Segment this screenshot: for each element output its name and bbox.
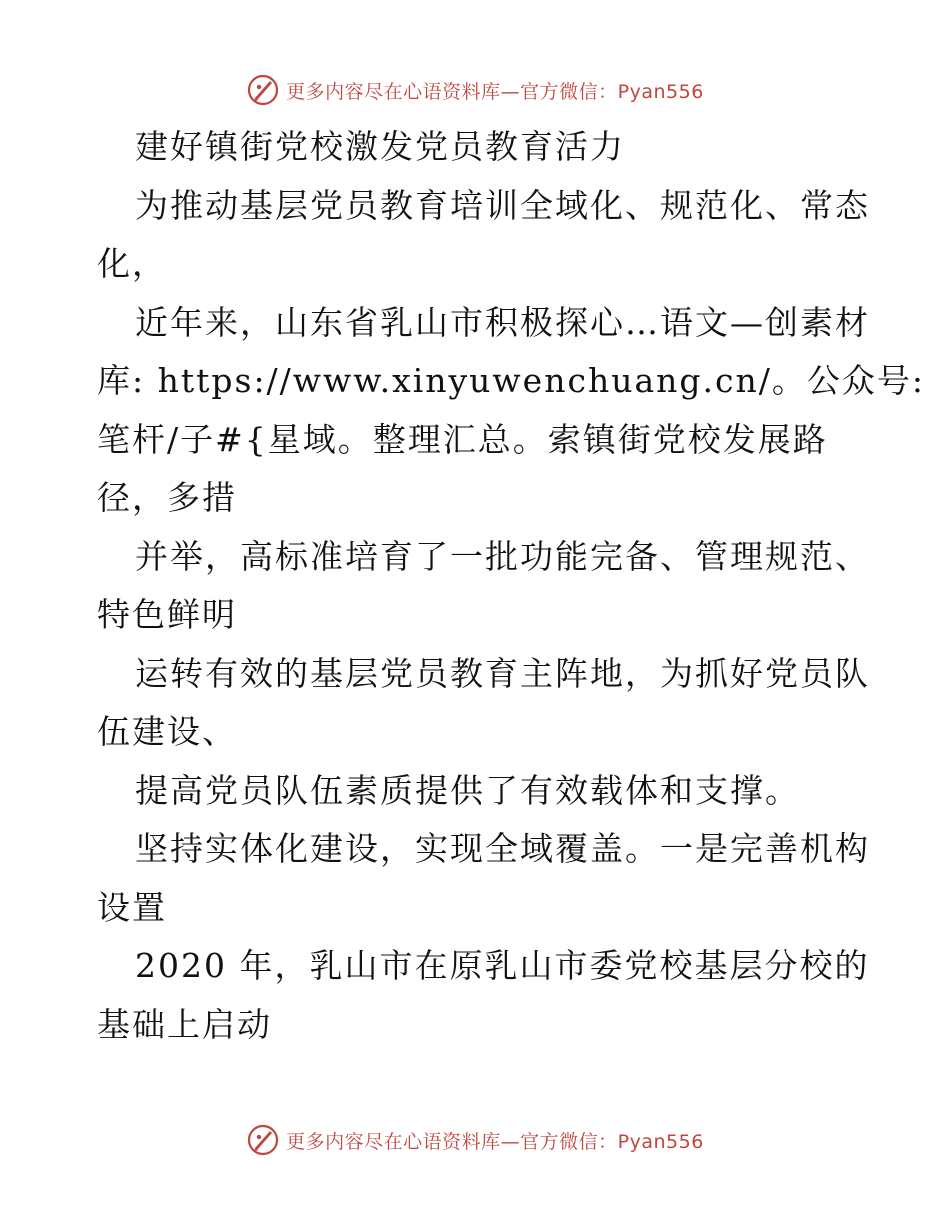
text-line: 2020 年，乳山市在原乳山市委党校基层分校的 <box>135 946 870 985</box>
footer-banner <box>0 1120 950 1160</box>
text-line: 笔杆/子#{星域。整理汇总。索镇街党校发展路 <box>97 419 828 459</box>
text-line: 特色鲜明 <box>97 595 237 634</box>
text-line: 坚持实体化建设，实现全域覆盖。一是完善机构 <box>135 829 870 868</box>
text-line: 运转有效的基层党员教育主阵地，为抓好党员队 <box>135 653 870 693</box>
text-line: 提高党员队伍素质提供了有效载体和支撑。 <box>135 770 800 810</box>
text-line: 并举，高标准培育了一批功能完备、管理规范、 <box>135 536 870 576</box>
text-line: 设置 <box>97 887 167 927</box>
document-body <box>97 118 925 1054</box>
text-line: 基础上启动 <box>97 1004 272 1044</box>
text-line: 近年来，山东省乳山市积极探心…语文—创素材 <box>135 302 870 342</box>
quill-seal-icon <box>246 73 280 107</box>
text-line: 库: https://www.xinyuwenchuang.cn/。公众号: <box>97 361 925 400</box>
text-line: 建好镇街党校激发党员教育活力 <box>135 127 625 166</box>
text-line: 伍建设、 <box>97 712 237 751</box>
quill-seal-icon <box>246 1123 280 1157</box>
text-line: 为推动基层党员教育培训全域化、规范化、常态 <box>135 185 870 225</box>
header-banner <box>0 70 950 110</box>
text-line: 径，多措 <box>97 478 237 517</box>
text-line: 化， <box>97 244 167 283</box>
banner-text: 更多内容尽在心语资料库—官方微信：Pyan556 <box>286 1130 704 1153</box>
banner-text: 更多内容尽在心语资料库—官方微信：Pyan556 <box>286 80 704 103</box>
